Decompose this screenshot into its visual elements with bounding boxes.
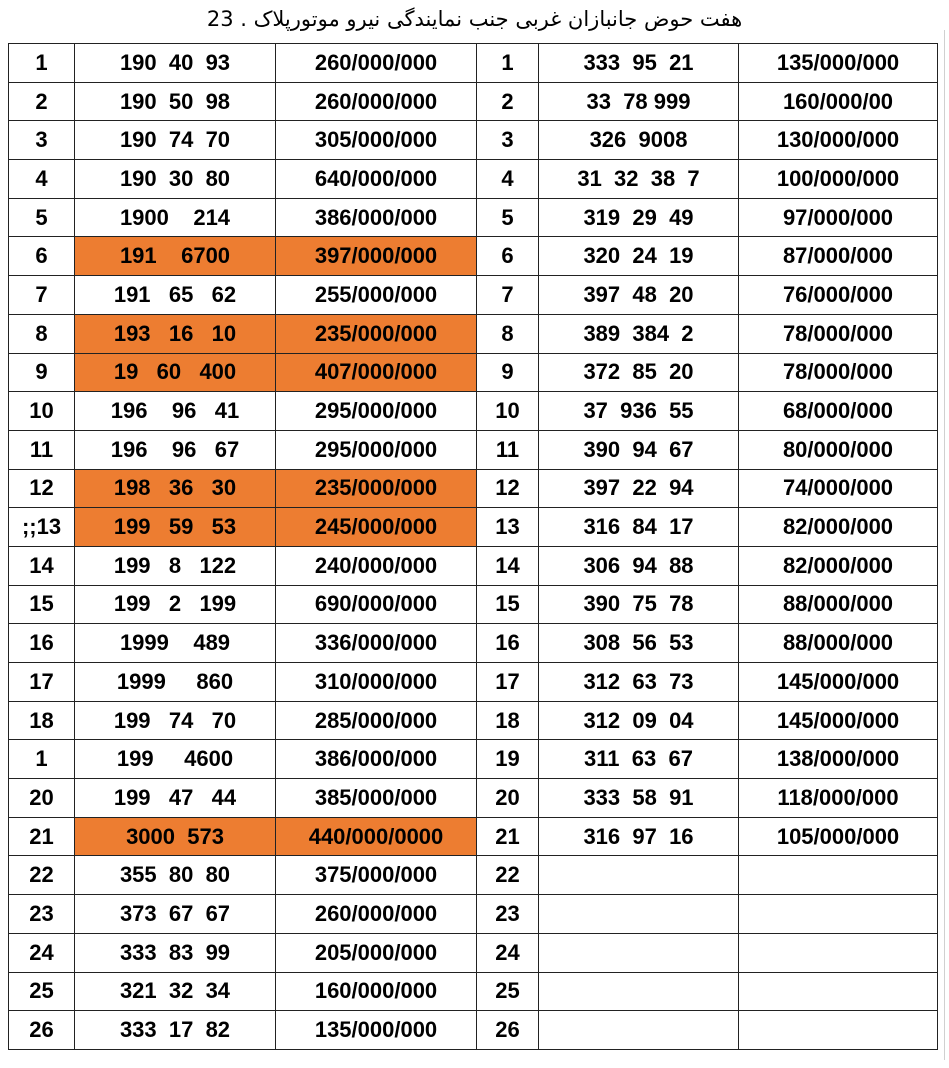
- left-row-number: 1: [9, 740, 75, 779]
- right-plate-number: 308 56 53: [539, 624, 739, 663]
- table-row: [9, 314, 938, 353]
- right-price: 138/000/000: [739, 740, 938, 779]
- right-row-number: 11: [477, 430, 539, 469]
- left-plate-number: 1999 860: [75, 663, 276, 702]
- left-row-number: 24: [9, 933, 75, 972]
- left-row-number: 15: [9, 585, 75, 624]
- table-row: [9, 856, 938, 895]
- right-plate-number: 333 95 21: [539, 44, 739, 83]
- table-row: [9, 740, 938, 779]
- left-price: 310/000/000: [276, 663, 477, 702]
- left-row-number: 23: [9, 895, 75, 934]
- left-row-number: 17: [9, 663, 75, 702]
- table-body: [9, 44, 938, 1050]
- right-plate-number: 312 09 04: [539, 701, 739, 740]
- left-row-number: 26: [9, 1011, 75, 1050]
- right-price: 160/000/00: [739, 82, 938, 121]
- right-price: [739, 856, 938, 895]
- left-row-number: 9: [9, 353, 75, 392]
- right-plate-number: [539, 972, 739, 1011]
- left-plate-number: 373 67 67: [75, 895, 276, 934]
- right-plate-number: 326 9008: [539, 121, 739, 160]
- left-plate-number: 199 4600: [75, 740, 276, 779]
- right-row-number: 25: [477, 972, 539, 1011]
- right-price: [739, 1011, 938, 1050]
- left-plate-number: 190 30 80: [75, 160, 276, 199]
- right-price: 97/000/000: [739, 198, 938, 237]
- right-plate-number: [539, 895, 739, 934]
- right-row-number: 24: [477, 933, 539, 972]
- left-plate-number: 196 96 41: [75, 392, 276, 431]
- price-table: [8, 43, 938, 1050]
- right-price: 82/000/000: [739, 508, 938, 547]
- table-row: [9, 160, 938, 199]
- right-row-number: 23: [477, 895, 539, 934]
- right-price: 74/000/000: [739, 469, 938, 508]
- left-row-number: 3: [9, 121, 75, 160]
- page-title: هفت حوض جانبازان غربی جنب نمایندگی نیرو موتورپلاک . 23: [206, 7, 743, 31]
- right-plate-number: 316 97 16: [539, 817, 739, 856]
- left-plate-number: 196 96 67: [75, 430, 276, 469]
- left-plate-number: 190 74 70: [75, 121, 276, 160]
- left-row-number: 6: [9, 237, 75, 276]
- right-row-number: 26: [477, 1011, 539, 1050]
- left-plate-number: 191 6700: [75, 237, 276, 276]
- table-row: [9, 972, 938, 1011]
- left-plate-number: 190 50 98: [75, 82, 276, 121]
- right-price: 145/000/000: [739, 663, 938, 702]
- left-plate-number: 3000 573: [75, 817, 276, 856]
- left-price: 690/000/000: [276, 585, 477, 624]
- right-row-number: 4: [477, 160, 539, 199]
- left-row-number: ;;13: [9, 508, 75, 547]
- left-price: 245/000/000: [276, 508, 477, 547]
- right-row-number: 21: [477, 817, 539, 856]
- left-price: 375/000/000: [276, 856, 477, 895]
- left-price: 397/000/000: [276, 237, 477, 276]
- left-row-number: 20: [9, 779, 75, 818]
- table-row: [9, 817, 938, 856]
- right-plate-number: [539, 933, 739, 972]
- right-plate-number: [539, 856, 739, 895]
- right-row-number: 2: [477, 82, 539, 121]
- table-row: [9, 546, 938, 585]
- left-row-number: 1: [9, 44, 75, 83]
- right-row-number: 3: [477, 121, 539, 160]
- left-price: 295/000/000: [276, 392, 477, 431]
- left-price: 285/000/000: [276, 701, 477, 740]
- right-plate-number: 306 94 88: [539, 546, 739, 585]
- left-price: 407/000/000: [276, 353, 477, 392]
- table-row: [9, 933, 938, 972]
- right-price: [739, 895, 938, 934]
- left-row-number: 25: [9, 972, 75, 1011]
- table-row: [9, 663, 938, 702]
- page-edge-line: [944, 30, 945, 1060]
- left-price: 386/000/000: [276, 198, 477, 237]
- table-row: [9, 508, 938, 547]
- right-plate-number: 319 29 49: [539, 198, 739, 237]
- left-plate-number: 199 74 70: [75, 701, 276, 740]
- right-row-number: 14: [477, 546, 539, 585]
- right-price: 68/000/000: [739, 392, 938, 431]
- right-plate-number: [539, 1011, 739, 1050]
- right-price: 87/000/000: [739, 237, 938, 276]
- left-price: 295/000/000: [276, 430, 477, 469]
- right-price: 100/000/000: [739, 160, 938, 199]
- left-plate-number: 19 60 400: [75, 353, 276, 392]
- right-row-number: 20: [477, 779, 539, 818]
- right-price: 78/000/000: [739, 314, 938, 353]
- left-plate-number: 191 65 62: [75, 276, 276, 315]
- table-row: [9, 895, 938, 934]
- right-row-number: 18: [477, 701, 539, 740]
- right-price: [739, 933, 938, 972]
- right-plate-number: 372 85 20: [539, 353, 739, 392]
- left-price: 235/000/000: [276, 469, 477, 508]
- right-plate-number: 397 22 94: [539, 469, 739, 508]
- table-row: [9, 121, 938, 160]
- left-row-number: 18: [9, 701, 75, 740]
- right-plate-number: 320 24 19: [539, 237, 739, 276]
- left-row-number: 21: [9, 817, 75, 856]
- left-plate-number: 199 8 122: [75, 546, 276, 585]
- table-row: [9, 469, 938, 508]
- left-plate-number: 333 17 82: [75, 1011, 276, 1050]
- left-row-number: 2: [9, 82, 75, 121]
- table-row: [9, 624, 938, 663]
- left-plate-number: 1999 489: [75, 624, 276, 663]
- left-price: 235/000/000: [276, 314, 477, 353]
- right-price: 76/000/000: [739, 276, 938, 315]
- table-row: [9, 276, 938, 315]
- table-row: [9, 198, 938, 237]
- right-plate-number: 37 936 55: [539, 392, 739, 431]
- left-plate-number: 198 36 30: [75, 469, 276, 508]
- left-price: 336/000/000: [276, 624, 477, 663]
- right-plate-number: 397 48 20: [539, 276, 739, 315]
- left-plate-number: 1900 214: [75, 198, 276, 237]
- right-price: 88/000/000: [739, 624, 938, 663]
- left-row-number: 16: [9, 624, 75, 663]
- table-row: [9, 237, 938, 276]
- right-price: 82/000/000: [739, 546, 938, 585]
- left-row-number: 8: [9, 314, 75, 353]
- left-price: 255/000/000: [276, 276, 477, 315]
- left-plate-number: 199 59 53: [75, 508, 276, 547]
- right-price: 78/000/000: [739, 353, 938, 392]
- left-row-number: 4: [9, 160, 75, 199]
- right-row-number: 1: [477, 44, 539, 83]
- left-price: 305/000/000: [276, 121, 477, 160]
- table-row: [9, 44, 938, 83]
- table-row: [9, 1011, 938, 1050]
- right-row-number: 17: [477, 663, 539, 702]
- right-row-number: 16: [477, 624, 539, 663]
- left-plate-number: 355 80 80: [75, 856, 276, 895]
- right-row-number: 8: [477, 314, 539, 353]
- table-row: [9, 392, 938, 431]
- left-row-number: 22: [9, 856, 75, 895]
- left-row-number: 12: [9, 469, 75, 508]
- right-plate-number: 31 32 38 7: [539, 160, 739, 199]
- left-price: 640/000/000: [276, 160, 477, 199]
- table-row: [9, 82, 938, 121]
- right-plate-number: 33 78 999: [539, 82, 739, 121]
- left-price: 386/000/000: [276, 740, 477, 779]
- left-plate-number: 321 32 34: [75, 972, 276, 1011]
- right-row-number: 7: [477, 276, 539, 315]
- right-row-number: 15: [477, 585, 539, 624]
- right-row-number: 22: [477, 856, 539, 895]
- right-plate-number: 311 63 67: [539, 740, 739, 779]
- left-price: 440/000/0000: [276, 817, 477, 856]
- table-row: [9, 779, 938, 818]
- table-row: [9, 430, 938, 469]
- right-price: 145/000/000: [739, 701, 938, 740]
- right-row-number: 5: [477, 198, 539, 237]
- left-row-number: 11: [9, 430, 75, 469]
- right-price: 135/000/000: [739, 44, 938, 83]
- left-price: 160/000/000: [276, 972, 477, 1011]
- right-row-number: 10: [477, 392, 539, 431]
- right-price: [739, 972, 938, 1011]
- right-plate-number: 312 63 73: [539, 663, 739, 702]
- left-price: 205/000/000: [276, 933, 477, 972]
- right-plate-number: 333 58 91: [539, 779, 739, 818]
- left-price: 260/000/000: [276, 44, 477, 83]
- right-price: 118/000/000: [739, 779, 938, 818]
- left-plate-number: 333 83 99: [75, 933, 276, 972]
- right-price: 105/000/000: [739, 817, 938, 856]
- table-row: [9, 585, 938, 624]
- right-plate-number: 316 84 17: [539, 508, 739, 547]
- right-row-number: 12: [477, 469, 539, 508]
- left-price: 260/000/000: [276, 895, 477, 934]
- table-row: [9, 353, 938, 392]
- right-plate-number: 390 75 78: [539, 585, 739, 624]
- right-plate-number: 390 94 67: [539, 430, 739, 469]
- left-price: 135/000/000: [276, 1011, 477, 1050]
- table-row: [9, 701, 938, 740]
- right-price: 88/000/000: [739, 585, 938, 624]
- left-row-number: 5: [9, 198, 75, 237]
- right-row-number: 13: [477, 508, 539, 547]
- right-plate-number: 389 384 2: [539, 314, 739, 353]
- right-row-number: 6: [477, 237, 539, 276]
- left-row-number: 10: [9, 392, 75, 431]
- left-plate-number: 193 16 10: [75, 314, 276, 353]
- left-price: 260/000/000: [276, 82, 477, 121]
- left-plate-number: 199 47 44: [75, 779, 276, 818]
- left-row-number: 7: [9, 276, 75, 315]
- right-price: 130/000/000: [739, 121, 938, 160]
- right-price: 80/000/000: [739, 430, 938, 469]
- right-row-number: 9: [477, 353, 539, 392]
- right-row-number: 19: [477, 740, 539, 779]
- left-price: 385/000/000: [276, 779, 477, 818]
- left-price: 240/000/000: [276, 546, 477, 585]
- left-plate-number: 190 40 93: [75, 44, 276, 83]
- left-row-number: 14: [9, 546, 75, 585]
- left-plate-number: 199 2 199: [75, 585, 276, 624]
